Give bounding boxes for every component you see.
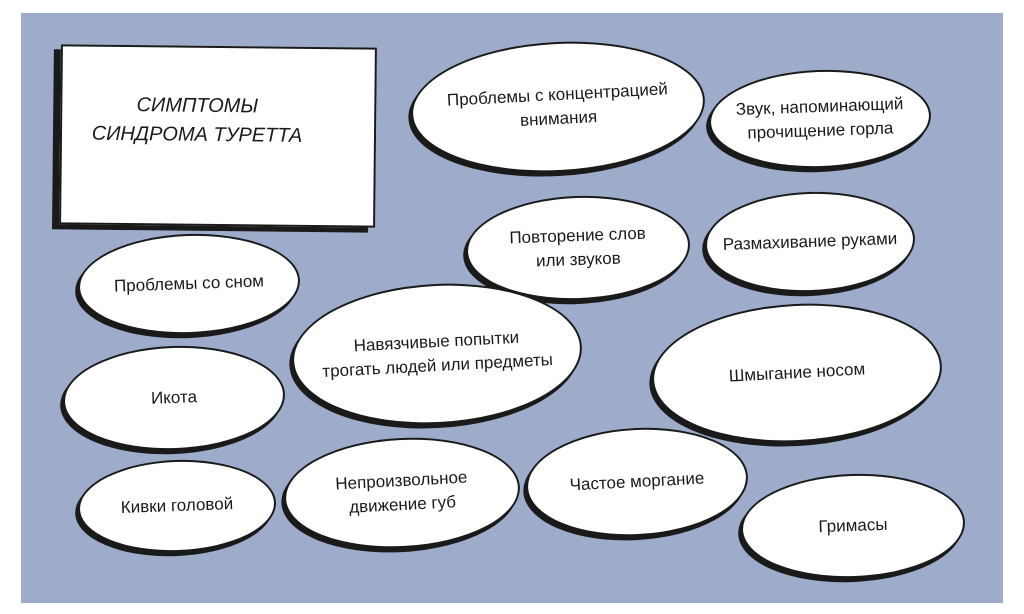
bubble-hiccups-label: Икота xyxy=(150,387,198,408)
bubble-sniffing-label: Шмыгание носом xyxy=(728,359,866,386)
diagram-title: СИМПТОМЫ СИНДРОМА ТУРЕТТА xyxy=(91,94,303,147)
bubble-head-nodding-label: Кивки головой xyxy=(120,494,234,517)
bubble-word-repetition-label: Повторение слов или звуков xyxy=(509,223,647,271)
bubble-frequent-blinking-label: Частое моргание xyxy=(569,468,705,495)
bubble-concentration-label: Проблемы с концентрацией внимания xyxy=(446,79,669,130)
bubble-compulsive-touching-label: Навязчивые попытки трогать людей или предметы xyxy=(321,327,554,382)
title-card xyxy=(59,44,377,227)
bubble-lip-movement-label: Непроизвольное движение губ xyxy=(334,467,468,517)
bubble-arm-waving-label: Размахивание руками xyxy=(722,228,898,255)
bubble-grimaces-label: Гримасы xyxy=(818,514,888,537)
bubble-sleep-problems-label: Проблемы со сном xyxy=(113,271,265,296)
bubble-throat-clearing-label: Звук, напоминающий прочищение горла xyxy=(735,94,904,143)
